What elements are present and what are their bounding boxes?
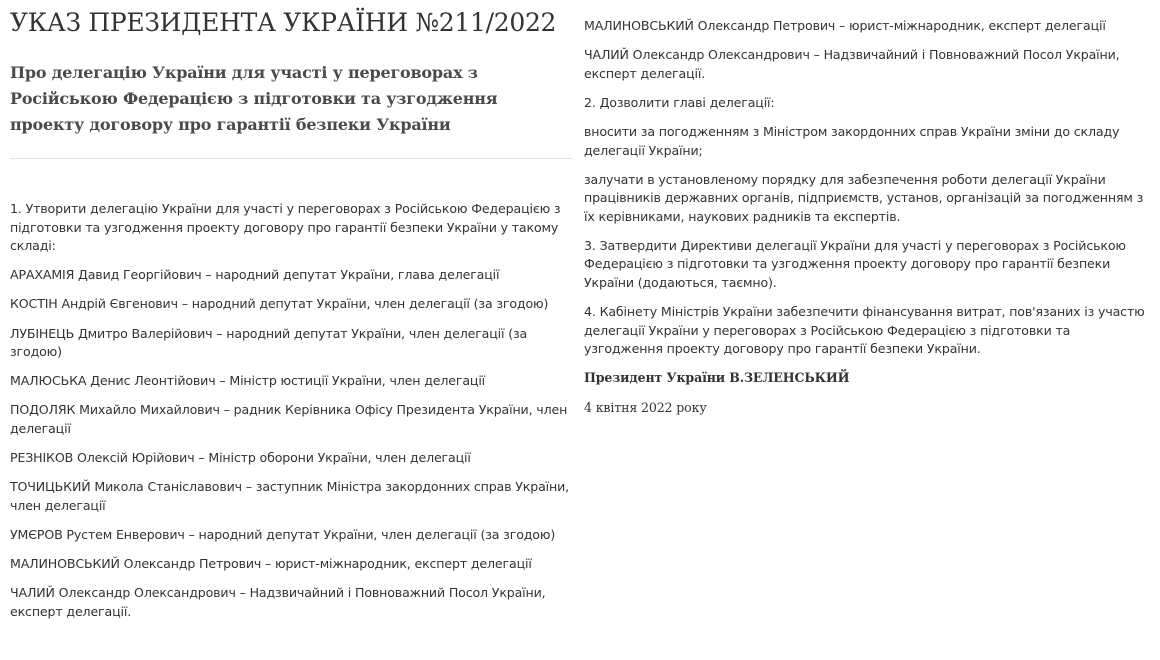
member-reznikov: РЕЗНІКОВ Олексій Юрійович – Міністр оборони України, член делегації (10, 450, 471, 466)
member-chalyi-repeat: ЧАЛИЙ Олександр Олександрович – Надзвичайний і Повноважний Посол України, експерт делегації. (584, 47, 1120, 81)
decree-subtitle: Про делегацію України для участі у переговорах з Російською Федерацією з підготовки та узгодження проекту договору про гарантії безпеки України (10, 63, 498, 134)
paragraph-2: 2. Дозволити главі делегації: (584, 94, 775, 110)
paragraph-3: 3. Затвердити Директиви делегації України для участі у переговорах з Російською Федерацією з підготовки та узгодження проекту договору про гарантії безпеки України (додаються, таємно). (584, 237, 1126, 290)
right-body (584, 17, 1150, 417)
paragraph-4: 4. Кабінету Міністрів України забезпечити фінансування витрат, пов'язаних із участю делегації України у переговорах з Російською Федерацією з підготовки та узгодження проекту договору про гарантії безпеки України. (584, 304, 1145, 357)
member-maliuska: МАЛЮСЬКА Денис Леонтійович – Міністр юстиції України, член делегації (10, 373, 486, 389)
member-malynovskyi-repeat: МАЛИНОВСЬКИЙ Олександр Петрович – юрист-міжнародник, експерт делегації (584, 18, 1106, 33)
paragraph-1: 1. Утворити делегацію України для участі у переговорах з Російською Федерацією з підготовки та узгодження проекту договору про гарантії безпеки України у такому складі: (10, 201, 561, 253)
member-kostin: КОСТІН Андрій Євгенович – народний депутат України, член делегації (за згодою) (10, 296, 549, 312)
member-chalyi: ЧАЛИЙ Олександр Олександрович – Надзвичайний і Повноважний Посол України, експерт делегації. (10, 585, 546, 619)
member-podoliak: ПОДОЛЯК Михайло Михайлович – радник Керівника Офісу Президента України, член делегації (10, 402, 568, 436)
member-tochytskyi: ТОЧИЦЬКИЙ Микола Станіславович – заступник Міністра закордонних справ України, член делегації (10, 479, 569, 513)
paragraph-2-item-1: вносити за погодженням з Міністром закордонних справ України зміни до складу делегації України; (584, 124, 1120, 158)
signature: Президент України В.ЗЕЛЕНСЬКИЙ (584, 370, 850, 386)
member-arakhamiia: АРАХАМІЯ Давид Георгійович – народний депутат України, глава делегації (10, 267, 500, 283)
left-column (10, 0, 572, 632)
right-column (584, 0, 1150, 428)
member-malynovskyi: МАЛИНОВСЬКИЙ Олександр Петрович – юрист-міжнародник, експерт делегації (10, 556, 532, 572)
decree-date: 4 квітня 2022 року (584, 399, 707, 415)
left-body (10, 200, 572, 621)
paragraph-2-item-2: залучати в установленому порядку для забезпечення роботи делегації України працівників державних органів, підприємств, установ, організацій за погодженням з їх керівниками, наукових радників та експертів. (584, 171, 1144, 224)
title-divider (10, 158, 572, 159)
member-umerov: УМЄРОВ Рустем Енверович – народний депутат України, член делегації (за згодою) (10, 527, 556, 542)
member-lubinets: ЛУБІНЕЦЬ Дмитро Валерійович – народний депутат України, член делегації (за згодою) (10, 325, 528, 360)
decree-title: УКАЗ ПРЕЗИДЕНТА УКРАЇНИ №211/2022 (10, 8, 557, 37)
